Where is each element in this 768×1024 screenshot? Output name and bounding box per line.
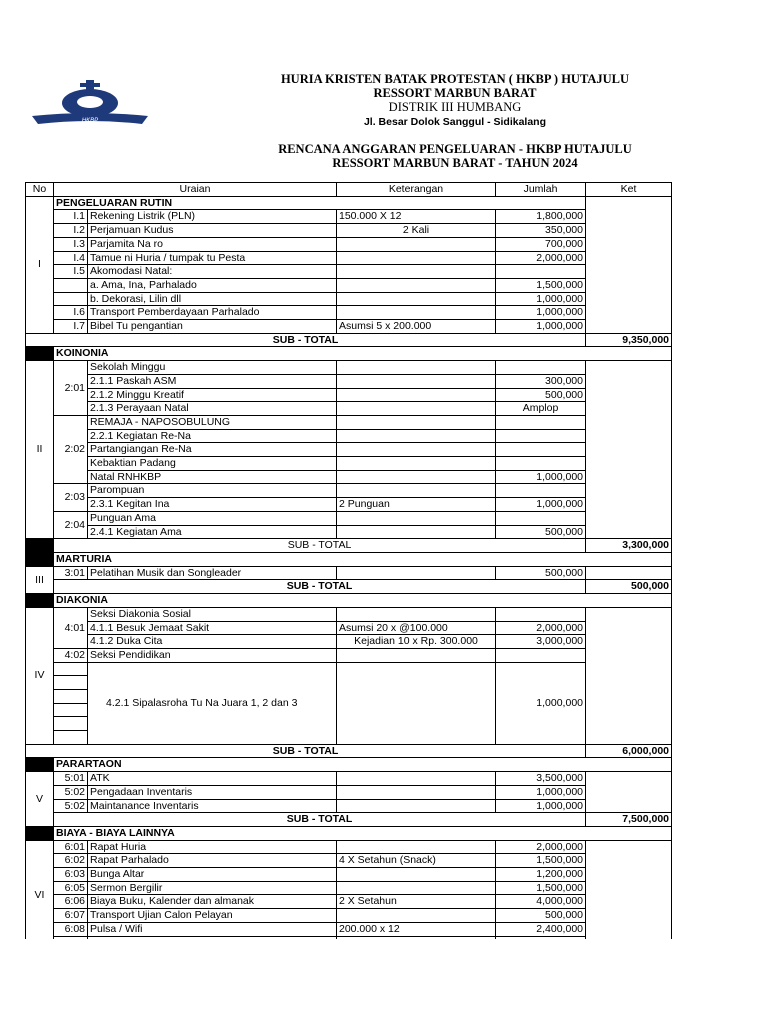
subtotal-value: 7,500,000 <box>586 813 672 827</box>
item-uraian: Perjamuan Kudus <box>88 224 337 238</box>
item-jumlah <box>496 484 586 498</box>
table-row <box>26 498 672 512</box>
item-uraian: Seksi Pendidikan <box>88 648 337 662</box>
item-jumlah <box>496 511 586 525</box>
section-marker <box>26 552 54 566</box>
doc-title-1: RENCANA ANGGARAN PENGELUARAN - HKBP HUTAJULU <box>278 142 632 156</box>
item-keterangan <box>337 429 496 443</box>
item-jumlah: 2,000,000 <box>496 840 586 854</box>
table-row <box>26 388 672 402</box>
item-code: I.2 <box>54 224 88 238</box>
ket-cell <box>586 361 672 539</box>
item-uraian: Sekolah Minggu <box>88 361 337 375</box>
item-keterangan <box>337 648 496 662</box>
section-title: DIAKONIA <box>54 594 672 608</box>
item-jumlah: 1,000,000 <box>496 498 586 512</box>
item-code: 3:01 <box>54 566 88 580</box>
item-uraian: Sermon Bergilir <box>88 881 337 895</box>
item-code: 2:02 <box>54 415 88 484</box>
item-code: 6:03 <box>54 868 88 882</box>
table-row <box>26 443 672 457</box>
item-jumlah: 1,000,000 <box>496 306 586 320</box>
item-uraian: Parompuan <box>88 484 337 498</box>
item-keterangan <box>337 566 496 580</box>
table-row <box>26 607 672 621</box>
item-uraian: ATK <box>88 772 337 786</box>
item-keterangan <box>337 470 496 484</box>
item-jumlah <box>496 457 586 471</box>
item-keterangan <box>337 265 496 279</box>
ket-cell <box>586 840 672 950</box>
item-uraian: Kebaktian Padang <box>88 457 337 471</box>
item-code <box>54 278 88 292</box>
item-code <box>54 292 88 306</box>
item-keterangan <box>337 840 496 854</box>
item-code: I.1 <box>54 210 88 224</box>
item-uraian: Pengadaan Inventaris <box>88 785 337 799</box>
item-keterangan <box>337 457 496 471</box>
table-row <box>26 457 672 471</box>
subtotal-value: 500,000 <box>586 580 672 594</box>
item-jumlah: 300,000 <box>496 374 586 388</box>
table-row <box>26 922 672 936</box>
item-jumlah: 4,000,000 <box>496 895 586 909</box>
item-jumlah: 1,800,000 <box>496 210 586 224</box>
table-row <box>26 251 672 265</box>
table-row <box>26 415 672 429</box>
item-uraian: 4.2.1 Sipalasroha Tu Na Juara 1, 2 dan 3 <box>88 662 337 744</box>
item-jumlah: 3,000,000 <box>496 635 586 649</box>
item-jumlah <box>496 415 586 429</box>
section-marker <box>26 539 54 553</box>
table-row <box>26 306 672 320</box>
item-jumlah: 3,500,000 <box>496 772 586 786</box>
table-row <box>26 566 672 580</box>
table-row <box>26 868 672 882</box>
item-keterangan: 4 X Setahun (Snack) <box>337 854 496 868</box>
section-title-row <box>26 826 672 840</box>
item-jumlah: 1,000,000 <box>496 799 586 813</box>
section-number: III <box>26 566 54 593</box>
section-marker <box>26 826 54 840</box>
item-jumlah: 1,000,000 <box>496 662 586 744</box>
item-keterangan <box>337 525 496 539</box>
item-jumlah: 2,000,000 <box>496 621 586 635</box>
item-jumlah: 1,000,000 <box>496 292 586 306</box>
item-uraian: 2.4.1 Kegiatan Ama <box>88 525 337 539</box>
item-keterangan <box>337 799 496 813</box>
table-row <box>26 237 672 251</box>
item-jumlah: 1,500,000 <box>496 881 586 895</box>
section-title: KOINONIA <box>54 347 672 361</box>
section-title: BIAYA - BIAYA LAINNYA <box>54 826 672 840</box>
subtotal-label: SUB - TOTAL <box>26 744 586 758</box>
item-keterangan: 200.000 x 12 <box>337 922 496 936</box>
table-row <box>26 292 672 306</box>
item-keterangan <box>337 278 496 292</box>
item-uraian: 4.1.1 Besuk Jemaat Sakit <box>88 621 337 635</box>
table-row <box>26 484 672 498</box>
item-jumlah: 2,400,000 <box>496 922 586 936</box>
table-row <box>26 265 672 279</box>
table-header-row <box>26 183 672 197</box>
subtotal-row <box>26 813 672 827</box>
item-code: 6:08 <box>54 922 88 936</box>
item-keterangan <box>337 662 496 744</box>
item-keterangan <box>337 511 496 525</box>
section-number: I <box>26 196 54 333</box>
table-row <box>26 525 672 539</box>
item-jumlah <box>496 443 586 457</box>
budget-table <box>25 182 672 950</box>
section-marker <box>26 347 54 361</box>
section-title-row <box>26 758 672 772</box>
item-keterangan: 2 Punguan <box>337 498 496 512</box>
address: Jl. Besar Dolok Sanggul - Sidikalang <box>363 116 547 128</box>
page-cutoff <box>0 939 768 1024</box>
subtotal-row <box>26 580 672 594</box>
item-keterangan <box>337 443 496 457</box>
item-jumlah: 1,500,000 <box>496 854 586 868</box>
subtotal-row <box>26 539 672 553</box>
section-title-row <box>26 594 672 608</box>
item-code: 5:02 <box>54 799 88 813</box>
item-uraian: Maintanance Inventaris <box>88 799 337 813</box>
hkbp-logo <box>30 80 150 130</box>
header-keterangan: Keterangan <box>337 183 496 197</box>
section-title: MARTURIA <box>54 552 672 566</box>
item-code <box>54 689 88 703</box>
section-title: PENGELUARAN RUTIN <box>54 196 586 210</box>
org-name: HURIA KRISTEN BATAK PROTESTAN ( HKBP ) HUTAJULU <box>280 72 630 86</box>
subtotal-value: 3,300,000 <box>586 539 672 553</box>
item-uraian: Rekening Listrik (PLN) <box>88 210 337 224</box>
item-uraian: 2.2.1 Kegiatan Re-Na <box>88 429 337 443</box>
item-uraian: 2.3.1 Kegitan Ina <box>88 498 337 512</box>
section-number: VI <box>26 840 54 950</box>
table-row <box>26 278 672 292</box>
item-uraian: Transport Ujian Calon Pelayan <box>88 909 337 923</box>
section-marker <box>26 594 54 608</box>
table-row <box>26 909 672 923</box>
item-uraian: 4.1.2 Duka Cita <box>88 635 337 649</box>
item-keterangan <box>337 881 496 895</box>
item-uraian: b. Dekorasi, Lilin dll <box>88 292 337 306</box>
item-uraian: 2.1.3 Perayaan Natal <box>88 402 337 416</box>
item-code <box>54 703 88 717</box>
item-uraian: Partangiangan Re-Na <box>88 443 337 457</box>
header-uraian: Uraian <box>54 183 337 197</box>
item-keterangan <box>337 388 496 402</box>
section-title-row <box>26 347 672 361</box>
item-code: 2:03 <box>54 484 88 511</box>
item-uraian: Bibel Tu pengantian <box>88 320 337 334</box>
item-keterangan <box>337 374 496 388</box>
item-code <box>54 662 88 676</box>
item-keterangan <box>337 868 496 882</box>
item-code: I.6 <box>54 306 88 320</box>
item-keterangan: Asumsi 20 x @100.000 <box>337 621 496 635</box>
item-jumlah: 350,000 <box>496 224 586 238</box>
subtotal-label: SUB - TOTAL <box>54 539 586 553</box>
subtotal-value: 6,000,000 <box>586 744 672 758</box>
item-jumlah: Amplop <box>496 402 586 416</box>
subtotal-value: 9,350,000 <box>586 333 672 347</box>
table-row <box>26 374 672 388</box>
item-code: 6:02 <box>54 854 88 868</box>
item-uraian: REMAJA - NAPOSOBULUNG <box>88 415 337 429</box>
item-code: 2:04 <box>54 511 88 538</box>
item-jumlah: 1,000,000 <box>496 470 586 484</box>
ket-cell <box>586 607 672 744</box>
item-uraian: Bunga Altar <box>88 868 337 882</box>
item-uraian: Biaya Buku, Kalender dan almanak <box>88 895 337 909</box>
table-row <box>26 881 672 895</box>
item-code: I.3 <box>54 237 88 251</box>
ket-cell <box>586 196 672 333</box>
item-keterangan <box>337 251 496 265</box>
item-jumlah: 1,500,000 <box>496 278 586 292</box>
table-row <box>26 785 672 799</box>
item-keterangan <box>337 607 496 621</box>
table-row <box>26 854 672 868</box>
item-code: I.7 <box>54 320 88 334</box>
table-row <box>26 361 672 375</box>
section-number: II <box>26 361 54 539</box>
section-number: V <box>26 772 54 827</box>
item-jumlah <box>496 361 586 375</box>
item-uraian: 2.1.2 Minggu Kreatif <box>88 388 337 402</box>
section-number: IV <box>26 607 54 744</box>
item-uraian: Seksi Diakonia Sosial <box>88 607 337 621</box>
table-row <box>26 320 672 334</box>
item-jumlah <box>496 429 586 443</box>
item-jumlah <box>496 265 586 279</box>
item-jumlah: 500,000 <box>496 566 586 580</box>
item-keterangan: Kejadian 10 x Rp. 300.000 <box>337 635 496 649</box>
table-row <box>26 621 672 635</box>
item-keterangan <box>337 415 496 429</box>
item-uraian: 2.1.1 Paskah ASM <box>88 374 337 388</box>
item-jumlah: 500,000 <box>496 909 586 923</box>
item-uraian: Akomodasi Natal: <box>88 265 337 279</box>
subtotal-row <box>26 744 672 758</box>
item-uraian: Transport Pemberdayaan Parhalado <box>88 306 337 320</box>
header-no: No <box>26 183 54 197</box>
table-row <box>26 635 672 649</box>
ressort-name: RESSORT MARBUN BARAT <box>373 86 537 100</box>
section-title: PARARTAON <box>54 758 672 772</box>
header-jumlah: Jumlah <box>496 183 586 197</box>
table-row <box>26 224 672 238</box>
item-uraian: a. Ama, Ina, Parhalado <box>88 278 337 292</box>
item-code: 6:07 <box>54 909 88 923</box>
item-keterangan <box>337 909 496 923</box>
item-uraian: Tamue ni Huria / tumpak tu Pesta <box>88 251 337 265</box>
table-row <box>26 511 672 525</box>
item-jumlah: 700,000 <box>496 237 586 251</box>
doc-title-2: RESSORT MARBUN BARAT - TAHUN 2024 <box>332 156 578 170</box>
item-keterangan <box>337 785 496 799</box>
distrik-name: DISTRIK III HUMBANG <box>388 100 522 114</box>
item-uraian: Rapat Huria <box>88 840 337 854</box>
item-code: 6:06 <box>54 895 88 909</box>
section-title-row <box>26 552 672 566</box>
item-code: 6:01 <box>54 840 88 854</box>
item-keterangan: 2 Kali <box>337 224 496 238</box>
header-ket: Ket <box>586 183 672 197</box>
item-keterangan <box>337 402 496 416</box>
item-jumlah <box>496 607 586 621</box>
item-code <box>54 676 88 690</box>
table-row <box>26 648 672 662</box>
ket-cell <box>586 566 672 580</box>
item-code: 5:02 <box>54 785 88 799</box>
item-jumlah: 2,000,000 <box>496 251 586 265</box>
table-row <box>26 662 672 676</box>
item-code: I.4 <box>54 251 88 265</box>
item-uraian: Pelatihan Musik dan Songleader <box>88 566 337 580</box>
item-jumlah: 1,000,000 <box>496 785 586 799</box>
item-keterangan <box>337 772 496 786</box>
table-row <box>26 210 672 224</box>
item-keterangan <box>337 484 496 498</box>
item-keterangan: 2 X Setahun <box>337 895 496 909</box>
subtotal-label: SUB - TOTAL <box>26 333 586 347</box>
table-row <box>26 840 672 854</box>
item-uraian: Parjamita Na ro <box>88 237 337 251</box>
item-uraian: Pulsa / Wifi <box>88 922 337 936</box>
item-code: 6:05 <box>54 881 88 895</box>
item-keterangan <box>337 361 496 375</box>
item-jumlah <box>496 648 586 662</box>
item-code: I.5 <box>54 265 88 279</box>
item-code <box>54 717 88 731</box>
item-keterangan <box>337 237 496 251</box>
table-row <box>26 429 672 443</box>
item-uraian: Rapat Parhalado <box>88 854 337 868</box>
item-uraian: Punguan Ama <box>88 511 337 525</box>
item-jumlah: 500,000 <box>496 388 586 402</box>
item-jumlah: 500,000 <box>496 525 586 539</box>
svg-text:HKBP: HKBP <box>81 118 99 124</box>
table-row <box>26 895 672 909</box>
item-code <box>54 731 88 745</box>
subtotal-row <box>26 333 672 347</box>
item-jumlah: 1,000,000 <box>496 320 586 334</box>
table-row <box>26 772 672 786</box>
subtotal-label: SUB - TOTAL <box>54 813 586 827</box>
item-jumlah: 1,200,000 <box>496 868 586 882</box>
item-keterangan <box>337 306 496 320</box>
table-row <box>26 402 672 416</box>
item-keterangan: 150.000 X 12 <box>337 210 496 224</box>
item-keterangan <box>337 292 496 306</box>
item-code: 5:01 <box>54 772 88 786</box>
item-keterangan: Asumsi 5 x 200.000 <box>337 320 496 334</box>
table-row <box>26 799 672 813</box>
item-uraian: Natal RNHKBP <box>88 470 337 484</box>
section-marker <box>26 758 54 772</box>
item-code: 4:02 <box>54 648 88 662</box>
ket-cell <box>586 772 672 813</box>
section-title-row <box>26 196 672 210</box>
subtotal-label: SUB - TOTAL <box>54 580 586 594</box>
table-row <box>26 470 672 484</box>
item-code: 2:01 <box>54 361 88 416</box>
item-code: 4:01 <box>54 607 88 648</box>
